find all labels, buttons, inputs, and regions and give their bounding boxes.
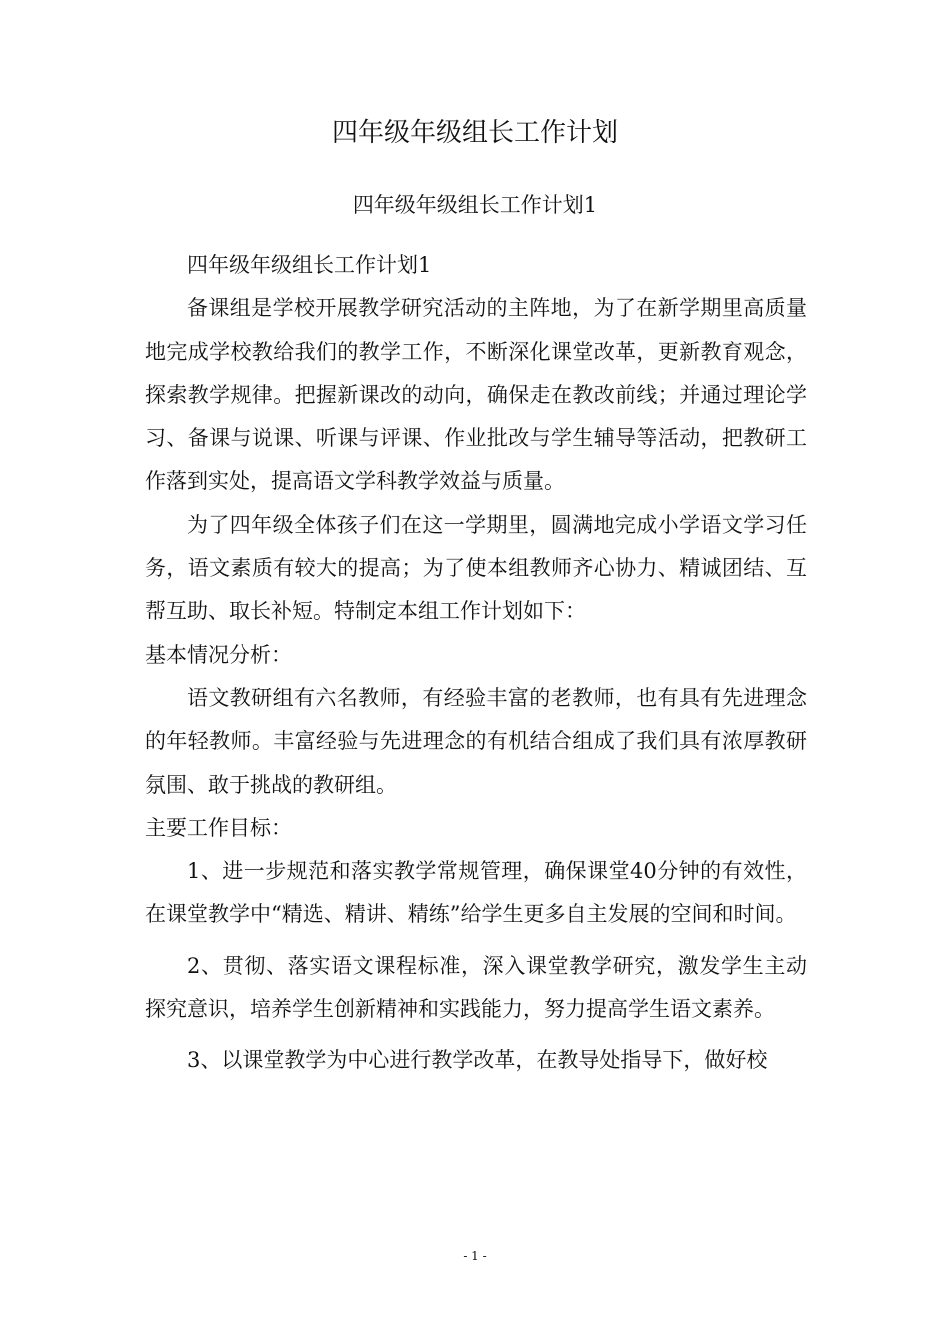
section-heading: 四年级年级组长工作计划1 [187,253,432,277]
document-title: 四年级年级组长工作计划 [331,118,618,148]
page-number: - 1 - [463,1249,487,1263]
document-body [145,244,807,1083]
paragraph-purpose: 为了四年级全体孩子们在这一学期里，圆满地完成小学语文学习任务，语文素质有较大的提高；为了使本组教师齐心协力、精诚团结、互帮互助、取长补短。特制定本组工作计划如下： [145,512,807,624]
goal-item-2: 2、贯彻、落实语文课程标准，深入课堂教学研究，激发学生主动探究意识，培养学生创新精神和实践能力，努力提高学生语文素养。 [145,953,807,1022]
goal-item-1: 1、进一步规范和落实教学常规管理，确保课堂40分钟的有效性，在课堂教学中“精选、精讲、精练”给学生更多自主发展的空间和时间。 [145,859,807,927]
heading-situation-analysis: 基本情况分析： [145,642,292,667]
goal-item-3: 3、以课堂教学为中心进行教学改革，在教导处指导下，做好校 [187,1048,768,1073]
paragraph-intro: 备课组是学校开展教学研究活动的主阵地，为了在新学期里高质量地完成学校教给我们的教学工作，不断深化课堂改革，更新教育观念，探索教学规律。把握新课改的动向，确保走在教改前线；并通过理论学习、备课与说课、听课与评课、作业批改与学生辅导等活动，把教研工作落到实处，提高语文学科教学效益与质量。 [145,296,807,494]
paragraph-situation: 语文教研组有六名教师，有经验丰富的老教师，也有具有先进理念的年轻教师。丰富经验与先进理念的有机结合组成了我们具有浓厚教研氛围、敢于挑战的教研组。 [145,685,807,797]
heading-main-goals: 主要工作目标： [145,815,292,840]
document-subtitle: 四年级年级组长工作计划1 [352,193,598,217]
